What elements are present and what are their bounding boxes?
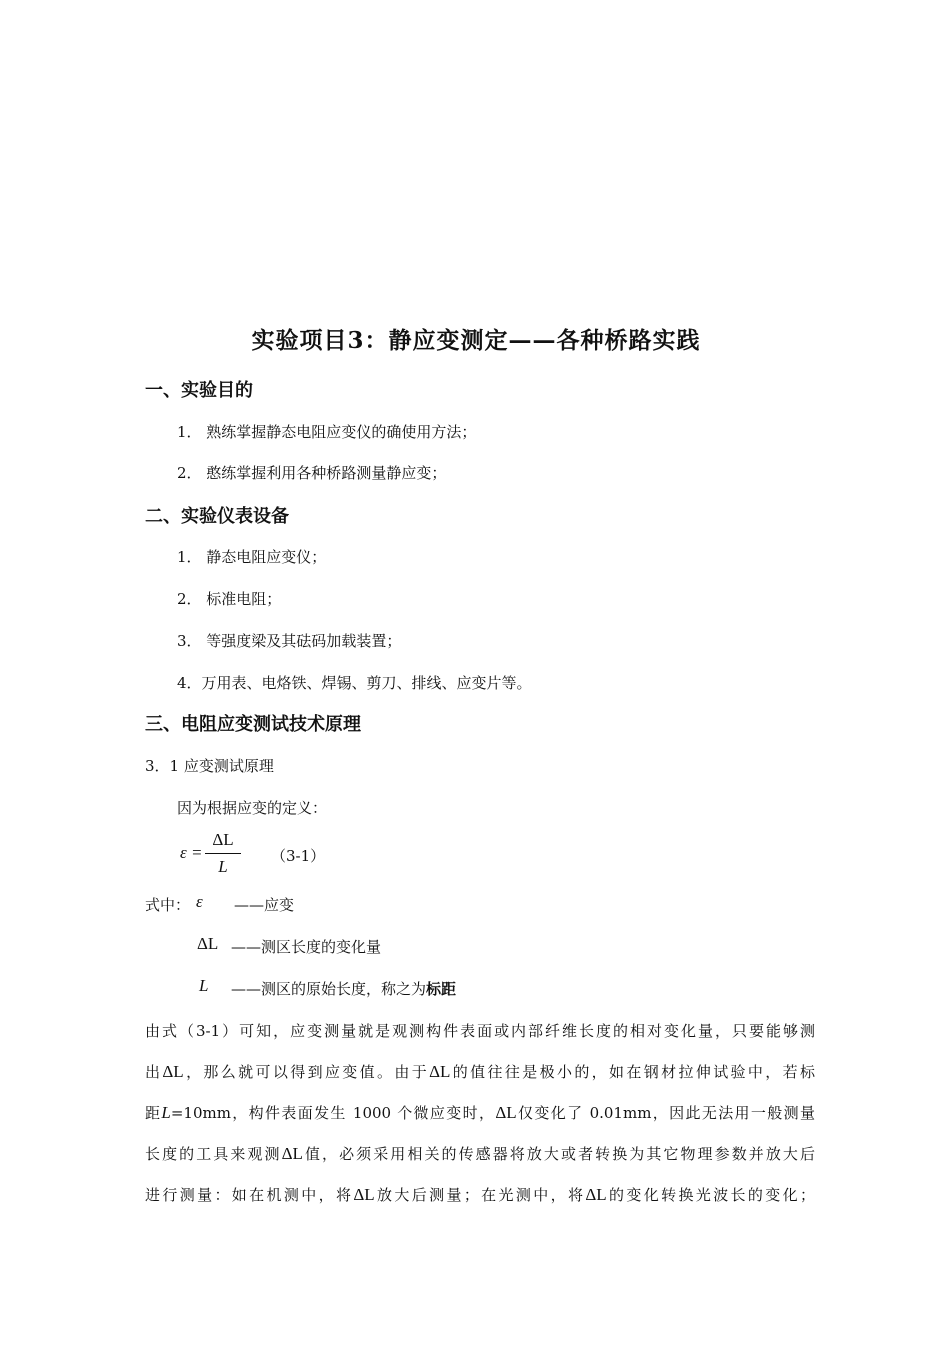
intro-text: 因为根据应变的定义： [177,799,328,817]
def-text: ——应变 [234,896,295,914]
list-item: 2． 标准电阻； [177,590,282,608]
paragraph-line: 出ΔL，那么就可以得到应变值。由于ΔL的值往往是极小的，如在钢材拉伸试验中，若标 [145,1062,815,1081]
paragraph-line: 进行测量：如在机测中，将ΔL放大后测量；在光测中，将ΔL的变化转换光波长的变化； [145,1185,815,1204]
def-symbol: L [199,976,209,995]
list-item: 4．万用表、电烙铁、焊锡、剪刀、排线、应变片等。 [177,674,532,692]
formula-numerator: ΔL [212,830,234,849]
section-heading-equipment: 二、实验仪表设备 [145,506,289,527]
list-item: 2． 憨练掌握利用各种桥路测量静应变； [177,464,447,482]
fraction-bar [205,853,241,854]
paragraph-line: 由式（3-1）可知，应变测量就是观测构件表面或内部纤维长度的相对变化量，只要能够测 [145,1022,815,1040]
def-symbol: ΔL [197,934,219,953]
formula-lhs: ε = [180,843,203,862]
paragraph-line: 距L=10mm，构件表面发生 1000 个微应变时，ΔL仅变化了 0.01mm，因此无法用一般测量 [145,1103,815,1122]
subsection-heading: 3．1 应变测试原理 [145,757,274,775]
formula-denominator: L [218,857,228,876]
paragraph-line: 长度的工具来观测ΔL值，必须采用相关的传感器将放大或者转换为其它物理参数并放大后 [145,1144,815,1163]
list-item: 1． 静态电阻应变仪； [177,548,327,566]
def-text: ——测区长度的变化量 [231,938,382,956]
page-title: 实验项目3：静应变测定——各种桥路实践 [251,327,701,354]
def-text: ——测区的原始长度，称之为标距 [231,980,457,998]
section-heading-objectives: 一、实验目的 [145,380,253,401]
where-label: 式中： [145,896,191,914]
def-symbol: ε [196,892,203,911]
list-item: 1． 熟练掌握静态电阻应变仪的确使用方法； [177,423,477,441]
formula-fraction [205,829,241,878]
bold-term: 标距 [426,980,457,998]
list-item: 3． 等强度梁及其砝码加载装置； [177,632,402,650]
section-heading-principle: 三、电阻应变测试技术原理 [145,714,361,735]
formula-label: （3-1） [271,847,326,865]
